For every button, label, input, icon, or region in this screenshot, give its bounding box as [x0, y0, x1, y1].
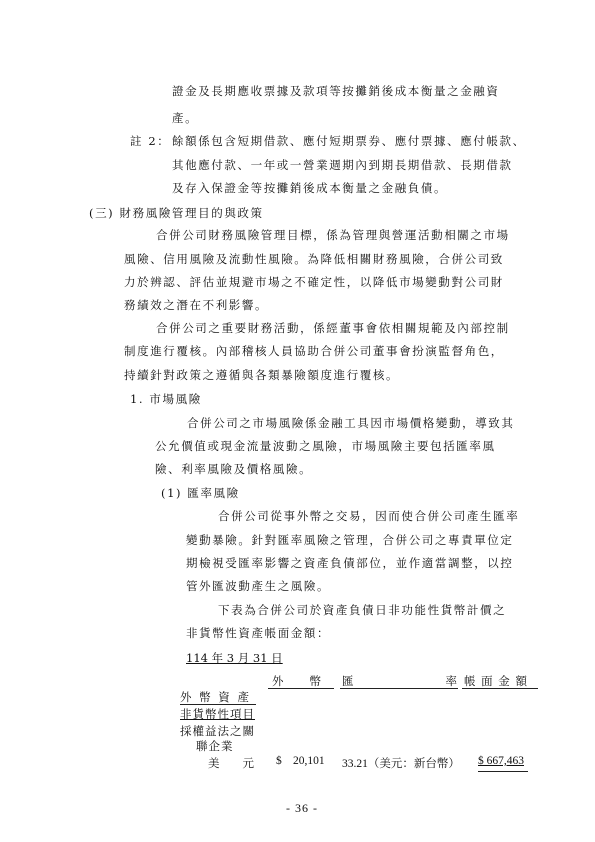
text-line: 非貨幣性資產帳面金額： — [186, 626, 331, 640]
row-subgroup: 採權益法之關 — [180, 724, 255, 738]
row-group: 非貨幣性項目 — [180, 707, 255, 721]
header-rule — [180, 704, 256, 705]
column-header-rate: 匯 率 — [342, 674, 457, 688]
row-subgroup: 聯企業 — [196, 739, 234, 753]
table-date: 114 年 3 月 31 日 — [186, 651, 283, 665]
cell-amount: $ 667,463 — [478, 755, 524, 767]
text-line: 險、利率風險及價格風險。 — [155, 462, 313, 476]
text-line: 力於辨認、評估並規避市場之不確定性，以降低市場變動對公司財 — [124, 275, 504, 289]
text-line: 其他應付款、一年或一營業週期內到期長期借款、長期借款 — [172, 158, 513, 172]
column-header-foreign-currency: 外 幣 — [272, 674, 322, 688]
text-line: 合併公司從事外幣之交易，因而使合併公司產生匯率 — [218, 509, 520, 523]
text-line: 下表為合併公司於資產負債日非功能性貨幣計價之 — [218, 603, 507, 617]
text-line: 合併公司之市場風險係金融工具因市場價格變動，導致其 — [187, 416, 515, 430]
double-underline — [478, 771, 528, 772]
text-line: 餘額係包含短期借款、應付短期票券、應付票據、應付帳款、 — [172, 134, 526, 148]
text-line: 變動暴險。針對匯率風險之管理，合併公司之專責單位定 — [186, 533, 514, 547]
header-rule — [462, 688, 538, 689]
text-line: 公允價值或現金流量波動之風險，市場風險主要包括匯率風 — [155, 439, 496, 453]
header-rule — [268, 688, 334, 689]
column-header-amount: 帳 面 金 額 — [464, 674, 528, 688]
row-header-assets: 外 幣 資 產 — [180, 690, 251, 704]
text-line: 管外匯波動產生之風險。 — [186, 579, 331, 593]
subsection-heading: 1. 市場風險 — [130, 392, 202, 406]
text-line: 合併公司之重要財務活動，係經董事會依相關規範及內部控制 — [156, 321, 510, 335]
section-heading: (三) 財務風險管理目的與政策 — [89, 206, 264, 220]
row-currency: 美 元 — [208, 756, 254, 770]
cell-fc-symbol: $ — [276, 755, 282, 767]
text-line: 務績效之潛在不利影響。 — [124, 298, 269, 312]
cell-fc-value: 20,101 — [293, 755, 325, 767]
text-line: 產。 — [172, 111, 199, 125]
text-line: 風險、信用風險及流動性風險。為降低相關財務風險，合併公司致 — [124, 252, 504, 266]
subsection-heading: (1) 匯率風險 — [161, 486, 240, 500]
text-line: 及存入保證金等按攤銷後成本衡量之金融負債。 — [172, 181, 448, 195]
cell-rate: 33.21（美元：新台幣） — [342, 758, 460, 770]
note-label: 註 2： — [130, 134, 171, 148]
text-line: 證金及長期應收票據及款項等按攤銷後成本衡量之金融資 — [172, 84, 500, 98]
text-line: 合併公司財務風險管理目標，係為管理與營運活動相關之市場 — [156, 228, 510, 242]
text-line: 持續針對政策之遵循與各類暴險額度進行覆核。 — [124, 368, 400, 382]
text-line: 期檢視受匯率影響之資產負債部位，並作適當調整，以控 — [186, 556, 514, 570]
page-number: - 36 - — [286, 801, 318, 815]
header-rule — [340, 688, 458, 689]
text-line: 制度進行覆核。內部稽核人員協助合併公司董事會扮演監督角色， — [124, 344, 504, 358]
